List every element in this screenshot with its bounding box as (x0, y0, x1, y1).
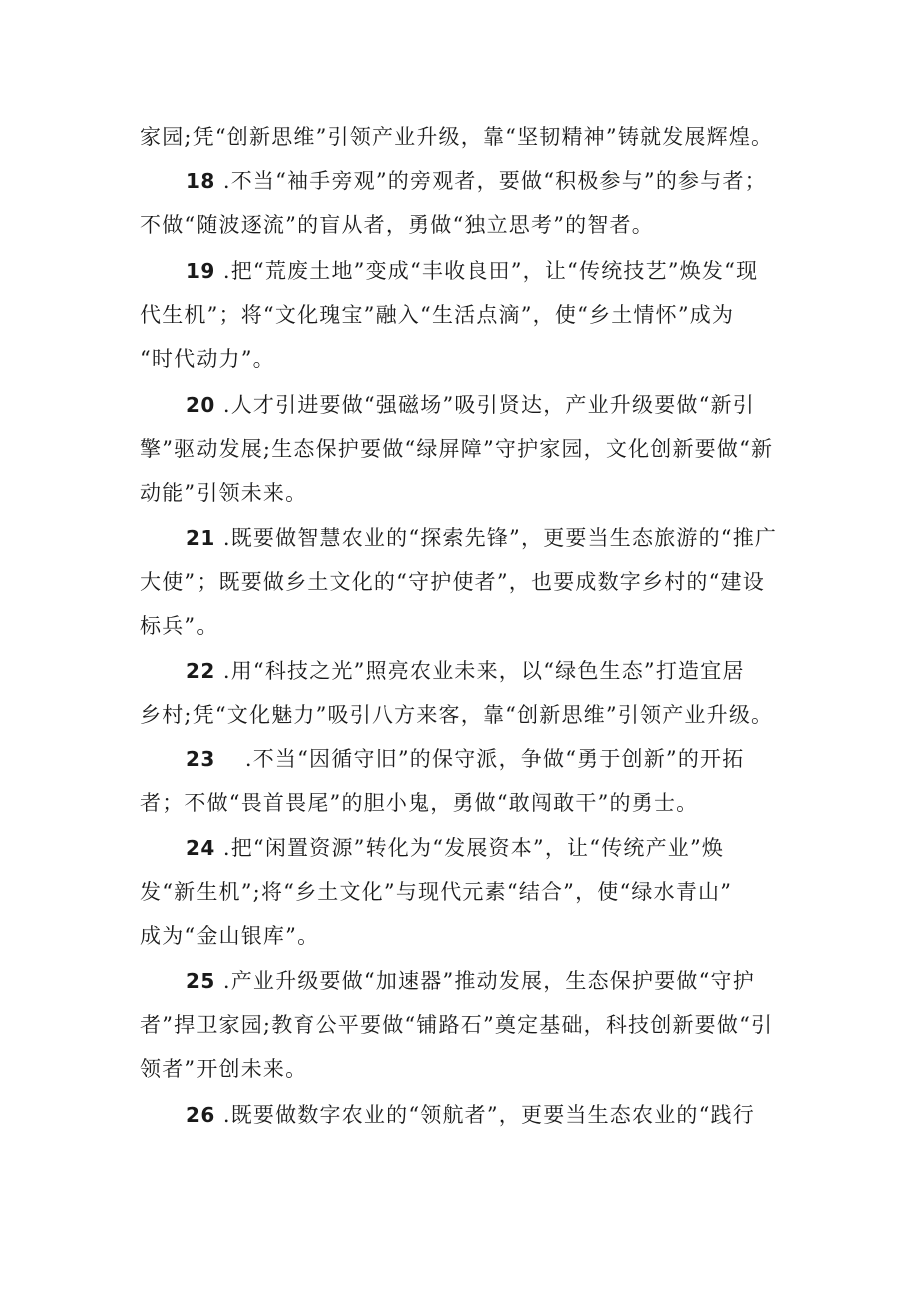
text-line (140, 922, 319, 950)
item-number: 20 (186, 393, 215, 417)
line-text: 动能”引领未来。 (140, 481, 308, 505)
item-text: .不当“袖手旁观”的旁观者，要做“积极参与”的参与者； (222, 169, 767, 193)
list-item-25 (186, 967, 755, 995)
item-text: .既要做智慧农业的“探索先锋”，更要当生态旅游的“推广 (222, 526, 778, 550)
text-line (140, 1055, 307, 1083)
line-text: “时代动力”。 (140, 347, 275, 371)
text-line (140, 345, 275, 373)
line-text: 不做“随波逐流”的盲从者，勇做“独立思考”的智者。 (140, 213, 654, 237)
text-line (140, 612, 219, 640)
list-item-19 (186, 257, 758, 285)
item-number: 23 (186, 747, 215, 771)
line-text: 代生机”；将“文化瑰宝”融入“生活点滴”，使“乡土情怀”成为 (140, 303, 735, 327)
text-line (140, 123, 773, 151)
item-text: .把“荒废土地”变成“丰收良田”，让“传统技艺”焕发“现 (222, 259, 759, 283)
item-text: .用“科技之光”照亮农业未来，以“绿色生态”打造宜居 (222, 659, 745, 683)
text-line (140, 301, 734, 329)
line-text: 家园;凭“创新思维”引领产业升级，靠“坚韧精神”铸就发展辉煌。 (140, 125, 774, 149)
list-item-26 (186, 1101, 755, 1129)
item-number: 18 (186, 169, 215, 193)
item-text: .既要做数字农业的“领航者”，更要当生态农业的“践行 (222, 1103, 755, 1127)
line-text: 成为“金山银库”。 (140, 924, 320, 948)
text-line (140, 568, 765, 596)
line-text: 乡村;凭“文化魅力”吸引八方来客，靠“创新思维”引领产业升级。 (140, 703, 774, 727)
item-text: .不当“因循守旧”的保守派，争做“勇于创新”的开拓 (244, 747, 745, 771)
item-number: 25 (186, 969, 215, 993)
text-line (140, 878, 732, 906)
line-text: 领者”开创未来。 (140, 1057, 308, 1081)
list-item-24 (186, 834, 724, 862)
item-text: .产业升级要做“加速器”推动发展，生态保护要做“守护 (222, 969, 755, 993)
text-line (140, 435, 773, 463)
list-item-22 (186, 657, 745, 685)
text-line (140, 479, 307, 507)
list-item-23 (186, 745, 744, 773)
line-text: 擎”驱动发展;生态保护要做“绿屏障”守护家园，文化创新要做“新 (140, 437, 774, 461)
item-number: 26 (186, 1103, 215, 1127)
text-line (140, 789, 698, 817)
line-text: 者”捍卫家园;教育公平要做“铺路石”奠定基础，科技创新要做“引 (140, 1013, 774, 1037)
line-text: 大使”；既要做乡土文化的“守护使者”，也要成数字乡村的“建设 (140, 570, 765, 594)
item-number: 19 (186, 259, 215, 283)
text-line (140, 211, 654, 239)
list-item-18 (186, 167, 767, 195)
item-text: .人才引进要做“强磁场”吸引贤达，产业升级要做“新引 (222, 393, 755, 417)
list-item-20 (186, 391, 755, 419)
list-item-21 (186, 524, 777, 552)
item-number: 21 (186, 526, 215, 550)
item-number: 22 (186, 659, 215, 683)
text-line (140, 1011, 773, 1039)
line-text: 者；不做“畏首畏尾”的胆小鬼，勇做“敢闯敢干”的勇士。 (140, 791, 699, 815)
line-text: 发“新生机”;将“乡土文化”与现代元素“结合”，使“绿水青山” (140, 880, 733, 904)
text-line (140, 701, 773, 729)
line-text: 标兵”。 (140, 614, 219, 638)
item-text: .把“闲置资源”转化为“发展资本”，让“传统产业”焕 (222, 836, 725, 860)
item-number: 24 (186, 836, 215, 860)
